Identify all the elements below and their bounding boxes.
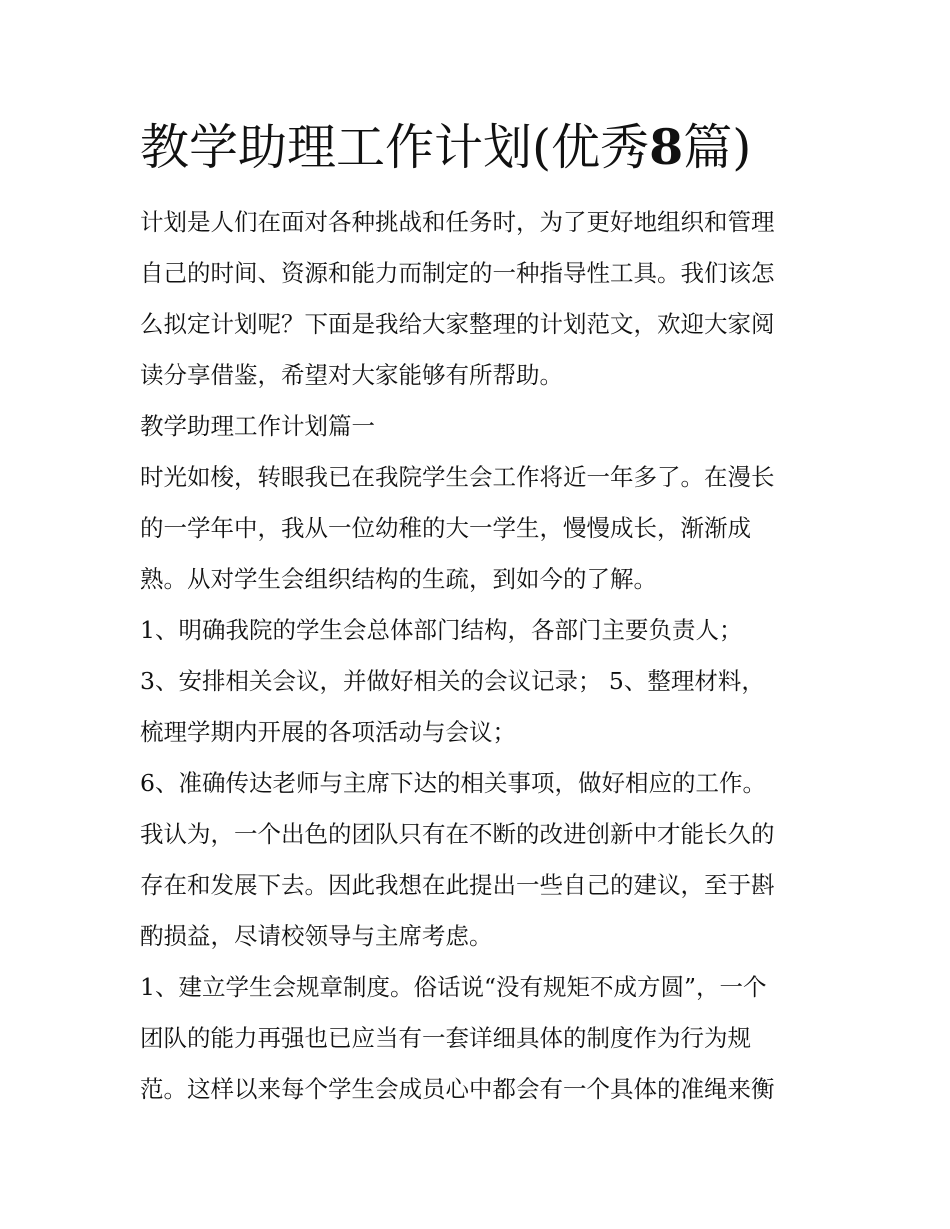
- list-item: 1、明确我院的学生会总体部门结构，各部门主要负责人；: [140, 616, 743, 644]
- list-item: 6、准确传达老师与主席下达的相关事项，做好相应的工作。: [140, 769, 766, 797]
- body-line: 计划是人们在面对各种挑战和任务时，为了更好地组织和管理: [140, 208, 775, 236]
- list-item: 1、建立学生会规章制度。俗话说“没有规矩不成方圆”，一个: [140, 973, 767, 1001]
- body-line: 酌损益，尽请校领导与主席考虑。: [140, 922, 493, 950]
- body-line: 梳理学期内开展的各项活动与会议；: [140, 718, 516, 746]
- title-number: 8: [649, 118, 684, 176]
- body-line: 存在和发展下去。因此我想在此提出一些自己的建议，至于斟: [140, 871, 775, 899]
- body-line: 么拟定计划呢？下面是我给大家整理的计划范文，欢迎大家阅: [140, 310, 775, 338]
- body-line: 熟。从对学生会组织结构的生疏，到如今的了解。: [140, 565, 657, 593]
- body-line: 我认为，一个出色的团队只有在不断的改进创新中才能长久的: [140, 820, 775, 848]
- body-line: 时光如梭，转眼我已在我院学生会工作将近一年多了。在漫长: [140, 463, 775, 491]
- body-line: 自己的时间、资源和能力而制定的一种指导性工具。我们该怎: [140, 259, 775, 287]
- document-title: [140, 112, 751, 183]
- document-body: [140, 197, 816, 1115]
- body-line: 团队的能力再强也已应当有一套详细具体的制度作为行为规: [140, 1024, 751, 1052]
- body-line: 范。这样以来每个学生会成员心中都会有一个具体的准绳来衡: [140, 1075, 775, 1103]
- title-text-end: 篇): [683, 119, 752, 176]
- body-line: 的一学年中，我从一位幼稚的大一学生，慢慢成长，渐渐成: [140, 514, 751, 542]
- section-heading: 教学助理工作计划篇一: [140, 412, 375, 440]
- body-line: 读分享借鉴，希望对大家能够有所帮助。: [140, 361, 563, 389]
- list-item: 3、安排相关会议，并做好相关的会议记录； 5、整理材料，: [140, 667, 765, 695]
- title-text: 教学助理工作计划(优秀: [140, 119, 650, 176]
